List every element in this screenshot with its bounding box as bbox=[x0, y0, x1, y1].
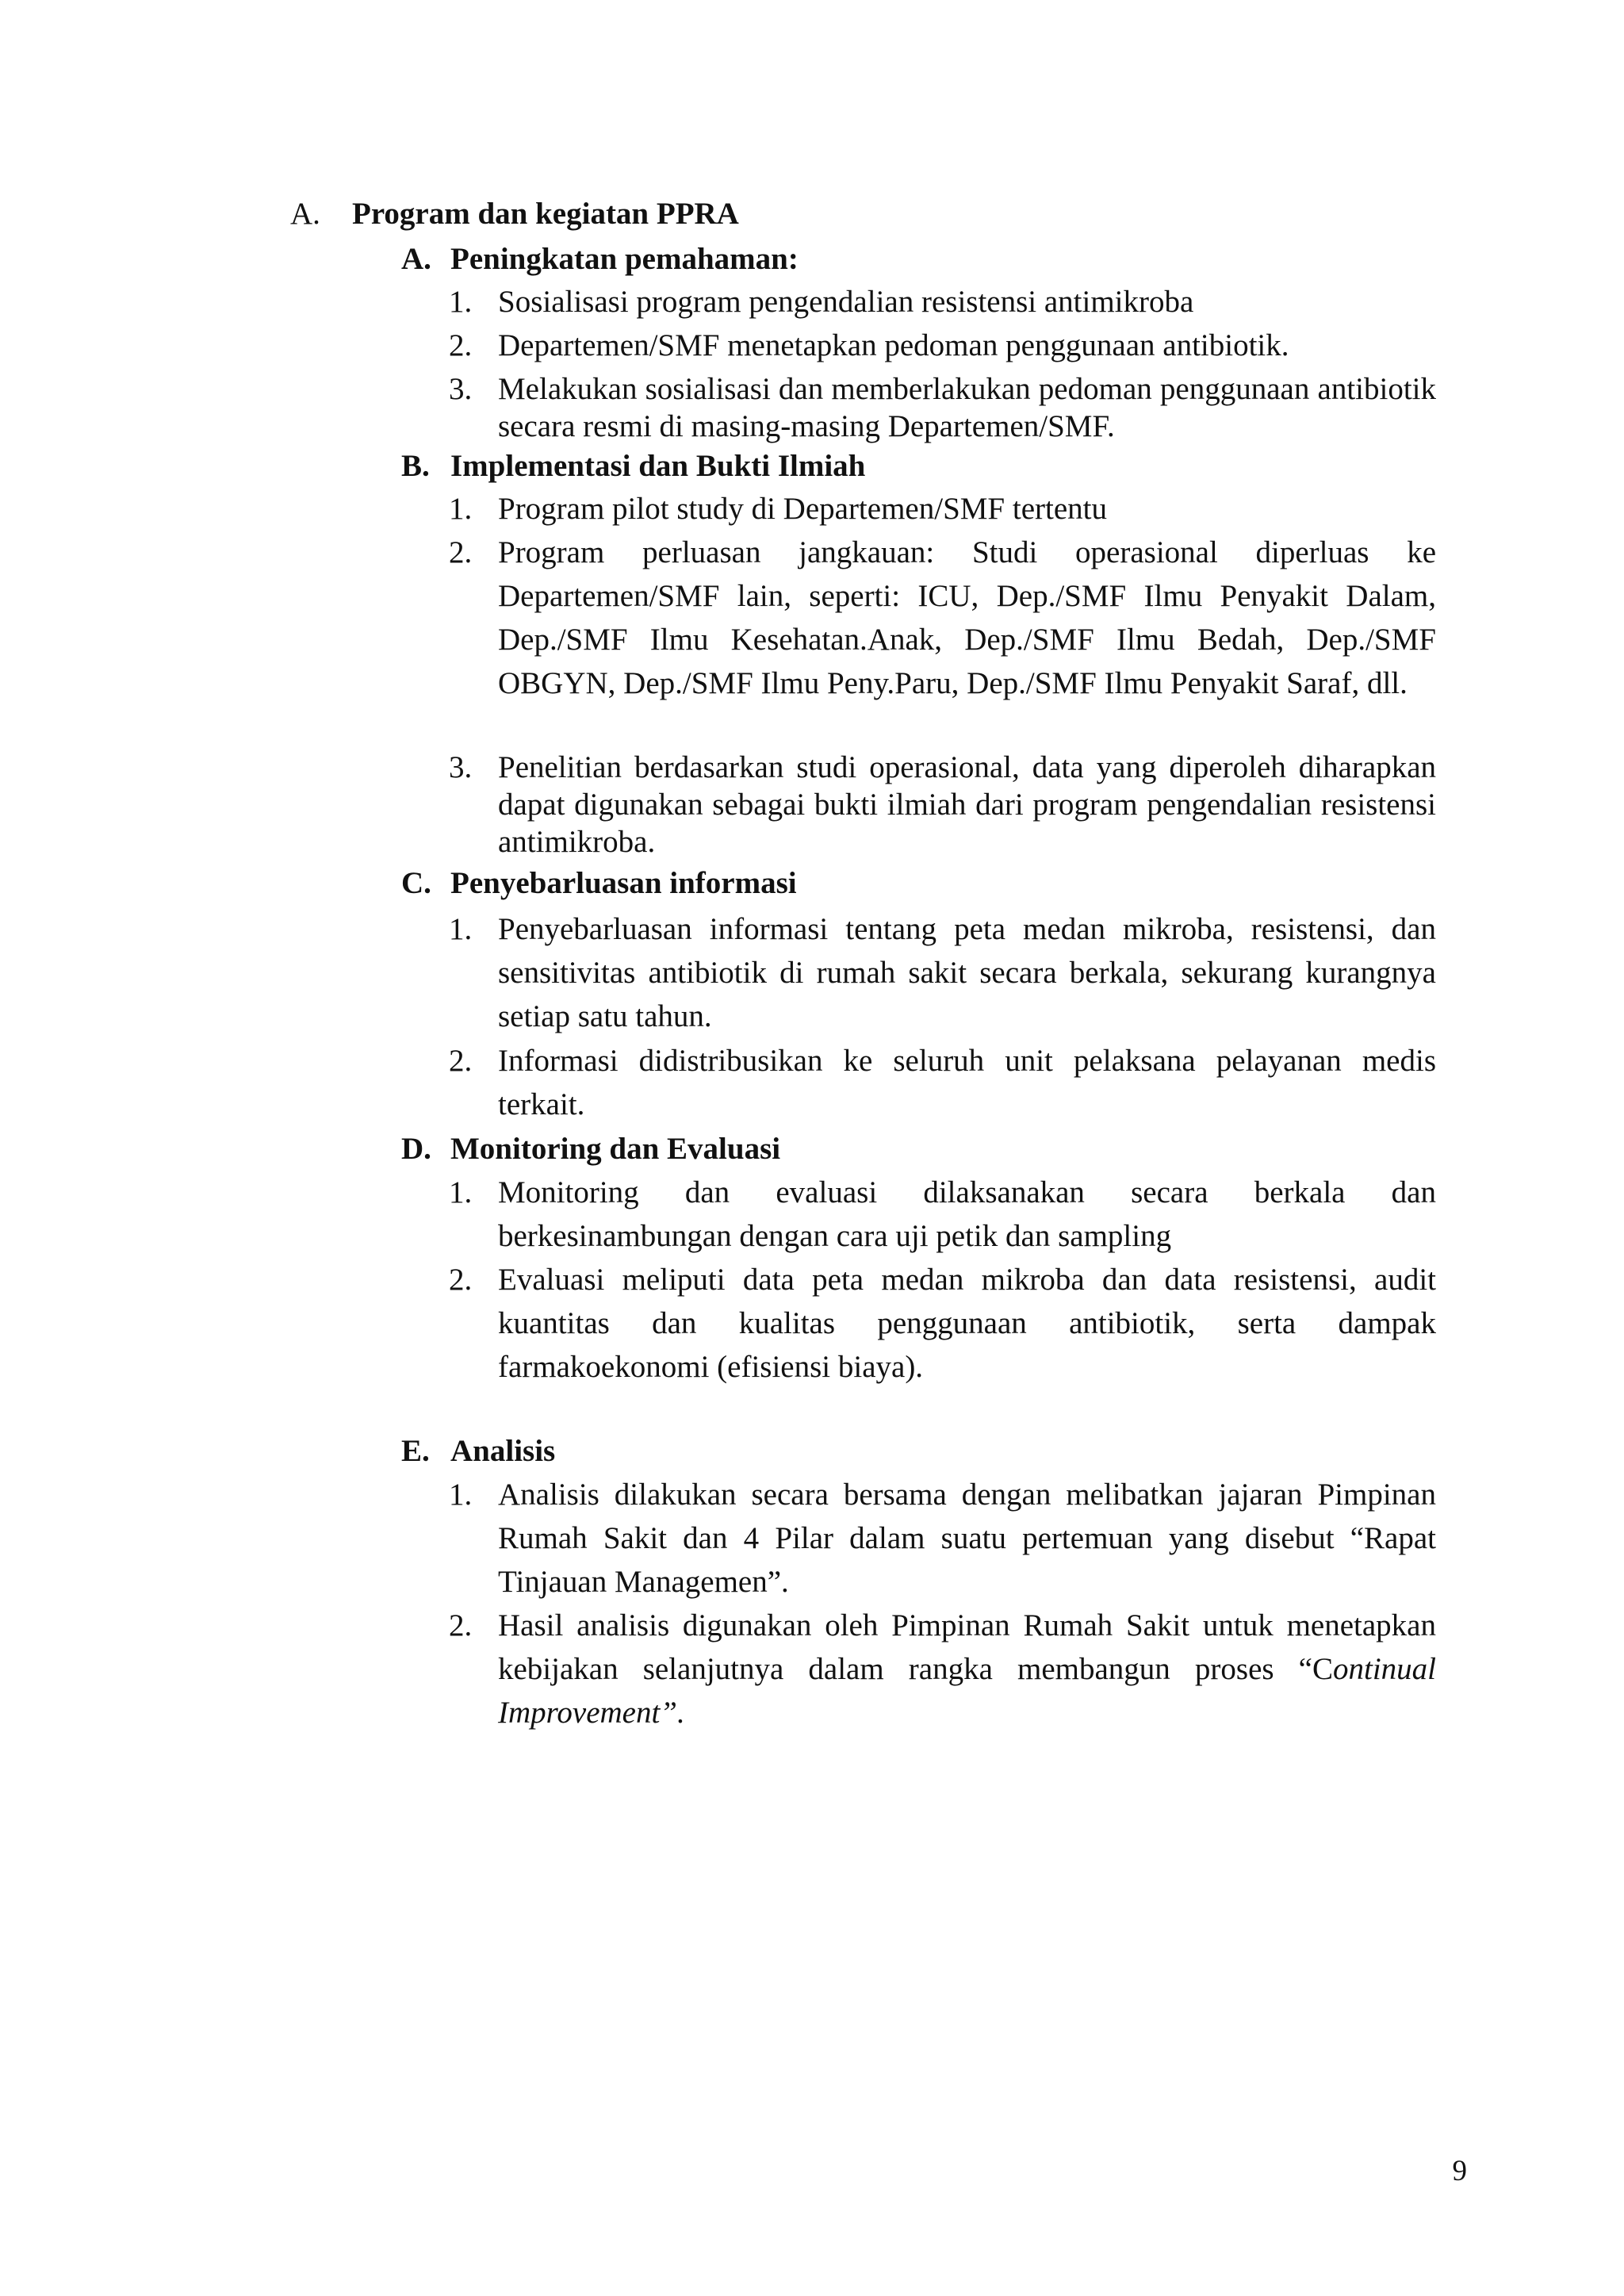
item-number: 2. bbox=[449, 1044, 473, 1078]
section-title: Analisis bbox=[450, 1434, 556, 1468]
section-title: Implementasi dan Bukti Ilmiah bbox=[450, 449, 866, 483]
item-text: Evaluasi meliputi data peta medan mikroba dan data resistensi, audit kuantitas dan kualitas penggunaan antibiotik, serta dampak farmakoekonomi (efisiensi biaya). bbox=[498, 1263, 1436, 1384]
section-title: Penyebarluasan informasi bbox=[450, 866, 797, 900]
item-number: 1. bbox=[449, 912, 473, 946]
item-text: Analisis dilakukan secara bersama dengan melibatkan jajaran Pimpinan Rumah Sakit dan 4 Pilar dalam suatu pertemuan yang disebut “Rapat Tinjauan Managemen”. bbox=[498, 1478, 1436, 1599]
section-heading-b bbox=[401, 445, 1432, 488]
section-title: Monitoring dan Evaluasi bbox=[450, 1132, 781, 1166]
item-text: Departemen/SMF menetapkan pedoman penggunaan antibiotik. bbox=[498, 328, 1289, 362]
item-text: Sosialisasi program pengendalian resistensi antimikroba bbox=[498, 285, 1194, 319]
item-text: Penelitian berdasarkan studi operasional, data yang diperoleh diharapkan dapat digunakan sebagai bukti ilmiah dari program pengendalian resistensi antimikroba. bbox=[498, 750, 1436, 859]
item-number: 1. bbox=[449, 492, 473, 526]
item-number: 2. bbox=[449, 328, 473, 362]
section-heading-a bbox=[401, 238, 1432, 281]
section-letter: D. bbox=[401, 1132, 431, 1166]
item-text: Penyebarluasan informasi tentang peta medan mikroba, resistensi, dan sensitivitas antibiotik di rumah sakit secara berkala, sekurang kurangnya setiap satu tahun. bbox=[498, 912, 1436, 1033]
item-number: 2. bbox=[449, 1608, 473, 1642]
item-text-italic: ontinual Improvement”. bbox=[498, 1652, 1436, 1730]
item-text: Informasi didistribusikan ke seluruh unit pelaksana pelayanan medis terkait. bbox=[498, 1044, 1436, 1121]
item-number: 1. bbox=[449, 1478, 473, 1512]
section-letter: C. bbox=[401, 866, 431, 900]
main-heading-title: Program dan kegiatan PPRA bbox=[352, 197, 739, 231]
item-text-prefix: Hasil analisis digunakan oleh Pimpinan Rumah Sakit untuk menetapkan kebijakan selanjutnya dalam rangka membangun proses “C bbox=[498, 1608, 1436, 1686]
main-heading bbox=[290, 192, 1448, 236]
section-heading-e bbox=[401, 1430, 1432, 1473]
section-letter: A. bbox=[401, 242, 431, 276]
item-text: Monitoring dan evaluasi dilaksanakan secara berkala dan berkesinambungan dengan cara uji petik dan sampling bbox=[498, 1175, 1436, 1253]
item-text: Program pilot study di Departemen/SMF tertentu bbox=[498, 492, 1107, 526]
item-text bbox=[498, 1604, 1436, 1734]
section-letter: E. bbox=[401, 1434, 430, 1468]
section-heading-d bbox=[401, 1128, 1432, 1171]
item-number: 1. bbox=[449, 1175, 473, 1209]
section-letter: B. bbox=[401, 449, 430, 483]
section-title: Peningkatan pemahaman: bbox=[450, 242, 799, 276]
main-heading-marker: A. bbox=[290, 197, 320, 231]
item-number: 1. bbox=[449, 285, 473, 319]
page-number: 9 bbox=[1452, 2155, 1467, 2187]
item-number: 2. bbox=[449, 535, 473, 569]
section-heading-c bbox=[401, 862, 1432, 905]
item-text: Melakukan sosialisasi dan memberlakukan pedoman penggunaan antibiotik secara resmi di masing-masing Departemen/SMF. bbox=[498, 372, 1436, 443]
item-number: 2. bbox=[449, 1263, 473, 1297]
item-text: Program perluasan jangkauan: Studi operasional diperluas ke Departemen/SMF lain, seperti: ICU, Dep./SMF Ilmu Penyakit Dalam, Dep./SMF Ilmu Kesehatan.Anak, Dep./SMF Ilmu Bedah, Dep./SMF OBGYN, Dep./SMF Ilmu Peny.Paru, Dep./SMF Ilmu Penyakit Saraf, dll. bbox=[498, 535, 1436, 700]
item-number: 3. bbox=[449, 372, 473, 406]
item-number: 3. bbox=[449, 750, 473, 784]
